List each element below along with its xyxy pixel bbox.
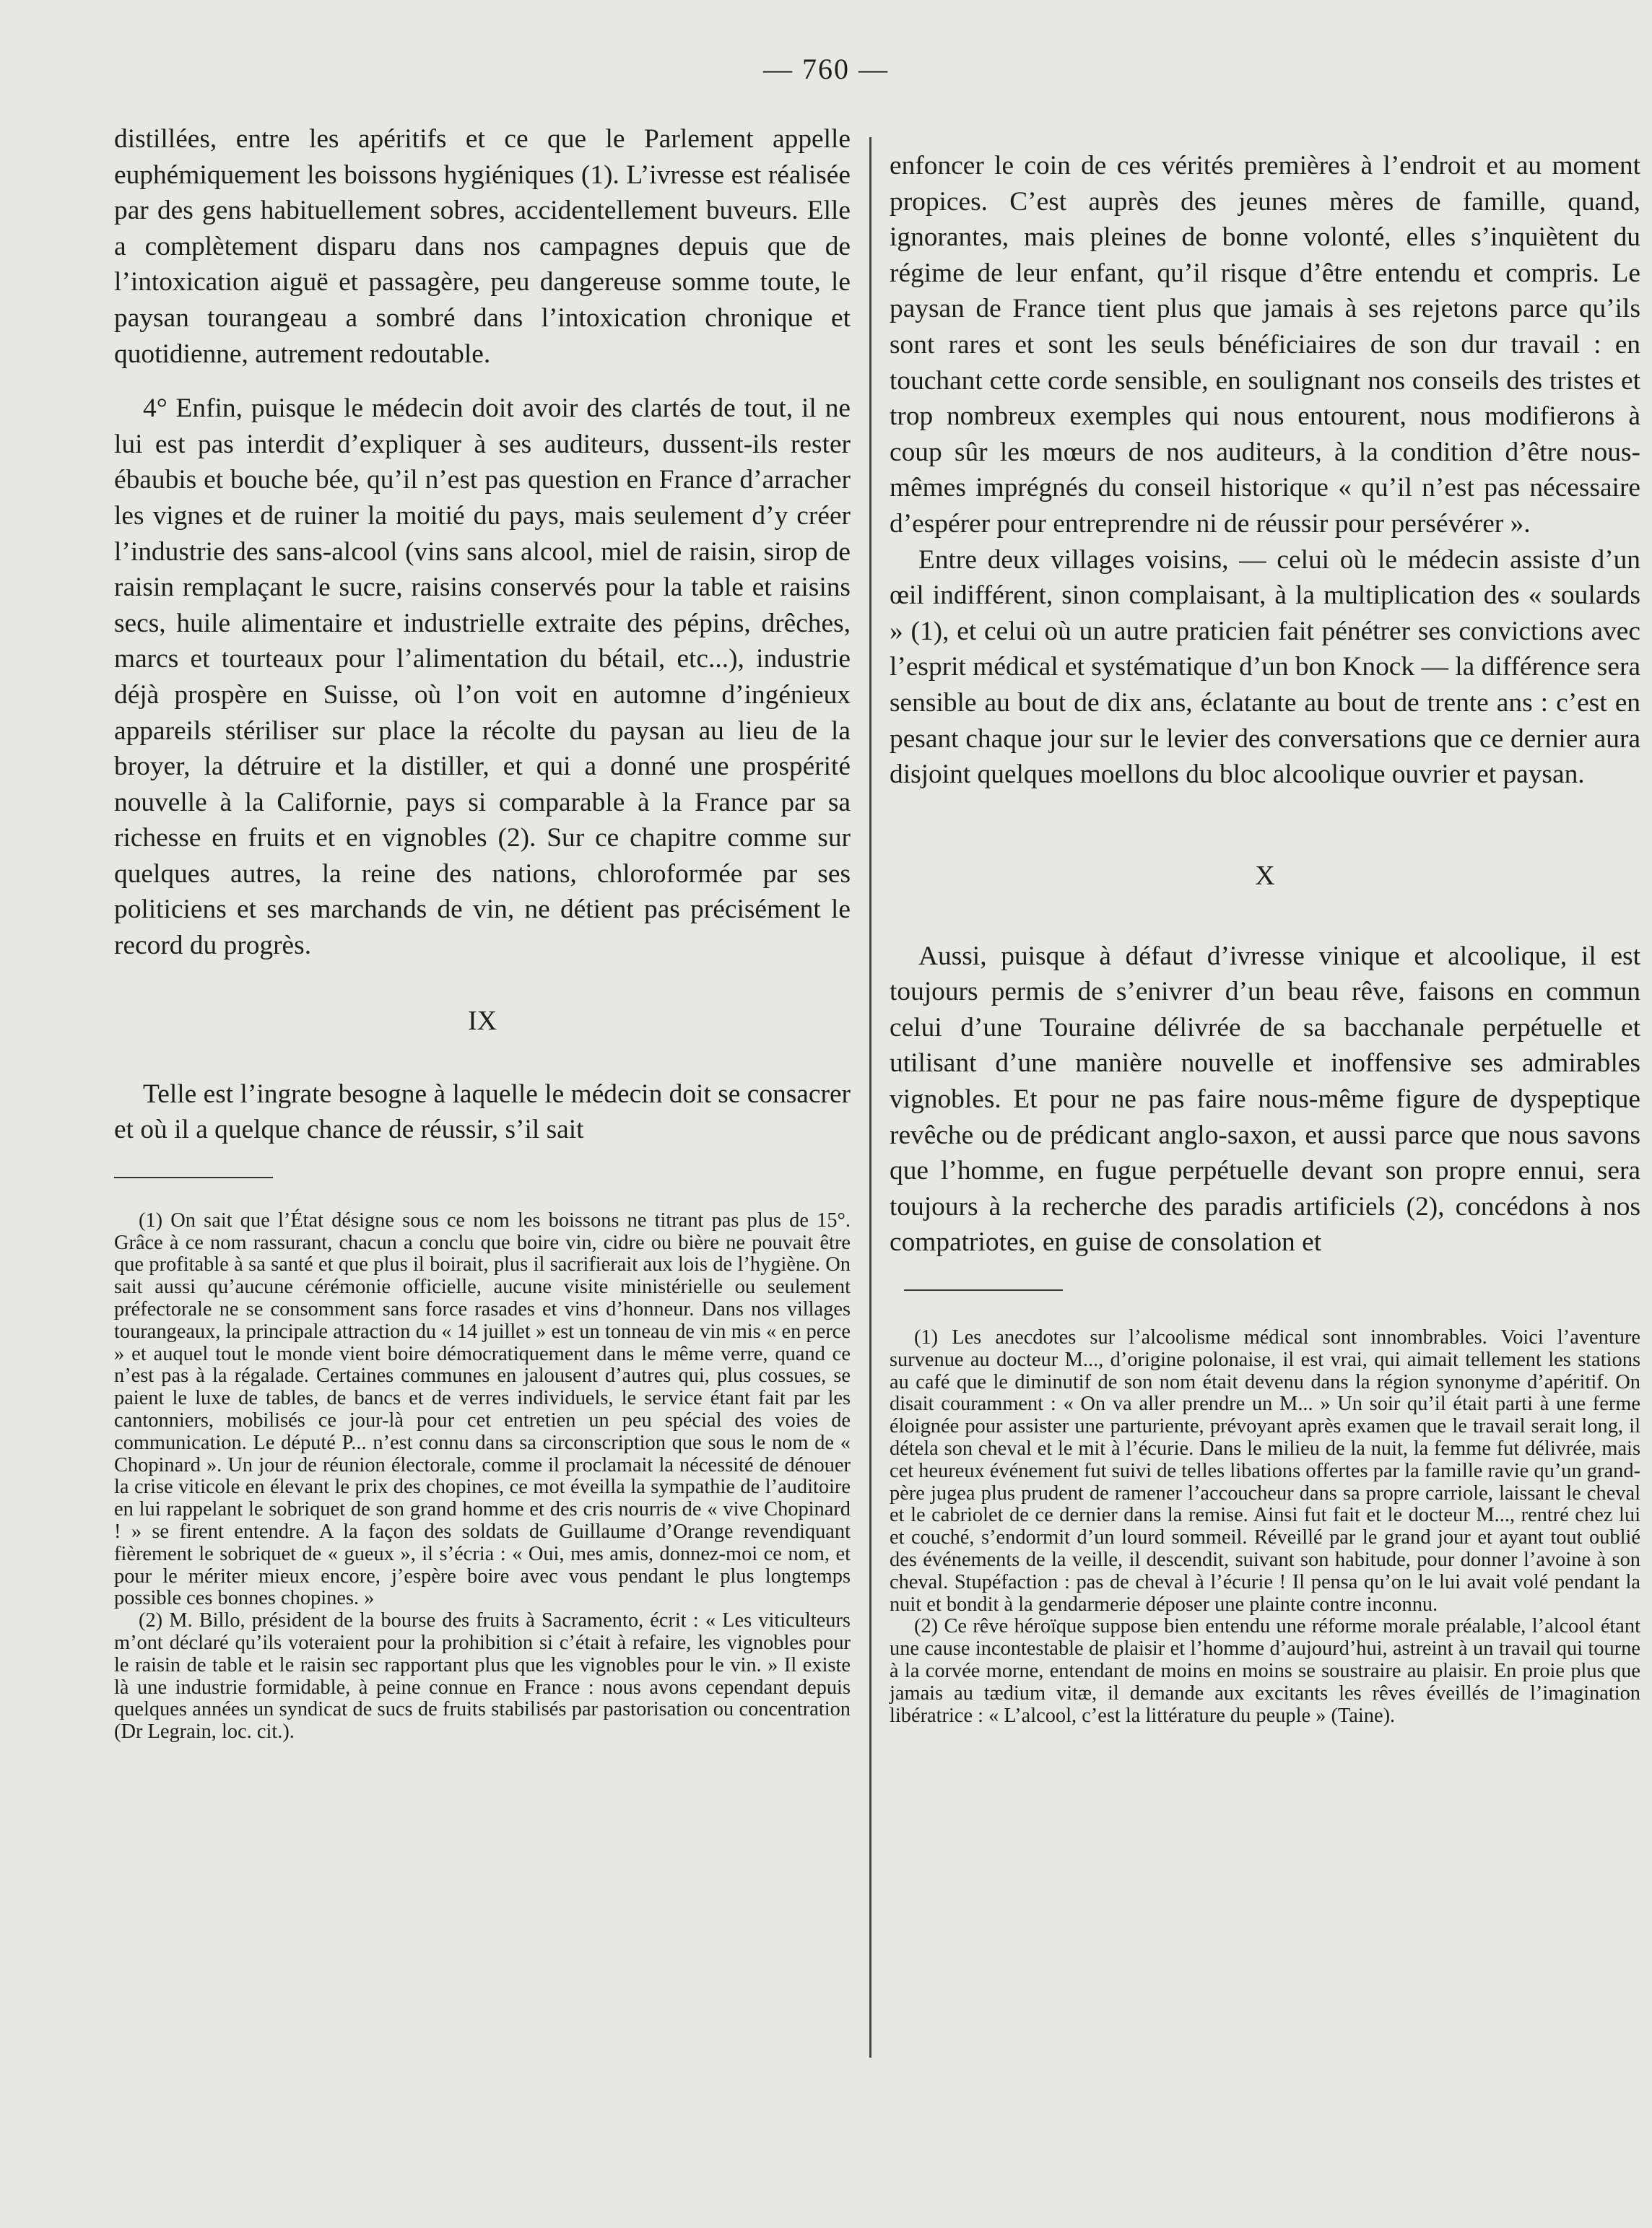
- left-footnote-2: (2) M. Billo, président de la bourse des fruits à Sacramento, écrit : « Les viticulteurs m’ont déclaré qu’ils voteraient pour la prohibition si c’était à refaire, les vignobles pour le raisin de table et le raisin sec rapportant plus que les vignobles pour le vin. » Il existe là une industrie formidable, à peine connue en France : nous avons cependant depuis quelques années un syndicat de sucs de fruits stabilisés par pastorisation ou concentration (Dr Legrain, loc. cit.).: [114, 1609, 851, 1744]
- left-footnote-1: (1) On sait que l’État désigne sous ce nom les boissons ne titrant pas plus de 15°. Grâce à ce nom rassurant, chacun a conclu que boire vin, cidre ou bière ne pouvait être que profitable à sa santé et que plus il boirait, plus il sacrifierait aux lois de l’hygiène. On sait aussi qu’aucune cérémonie officielle, aucune visite ministérielle ou seulement préfectorale ne se consomment sans force rasades et vins d’honneur. Dans nos villages tourangeaux, la principale attraction du « 14 juillet » est un tonneau de vin mis « en perce » et auquel tout le monde vient boire démocratiquement dans le même verre, quand ce n’est pas à la régalade. Certaines communes en jalousent d’autres qui, plus cossues, se paient le luxe de tables, de bancs et de verres individuels, le service étant fait par les cantonniers, mobilisés ce jour-là pour cet entretien un peu spécial des voies de communication. Le député P... n’est connu dans sa circonscription que sous le nom de « Chopinard ». Un jour de réunion électorale, comme il proclamait la nécessité de dénouer la crise viticole en élevant le prix des chopines, ce mot éveilla la sympathie de l’auditoire en lui rappelant le sobriquet de son grand homme et des cris nourris de « vive Chopinard ! » se firent entendre. A la façon des soldats de Guillaume d’Orange revendiquant fièrement le sobriquet de « gueux », il s’écria : « Oui, mes amis, donnez-moi ce nom, et pour le mériter mieux encore, j’espère boire avec vous pendant le plus longtemps possible ces bonnes chopines. »: [114, 1209, 851, 1610]
- right-footnote-1: (1) Les anecdotes sur l’alcoolisme médical sont innombrables. Voici l’aventure survenue au docteur M..., d’origine polonaise, il est vrai, qui aimait tellement les stations au café que le diminutif de son nom était devenu dans la région synonyme d’apéritif. On disait couramment : « On va aller prendre un M... » Un soir qu’il était parti à une ferme éloignée pour assister une parturiente, prévoyant après examen que le travail serait long, il dételа son cheval et le mit à l’écurie. Dans le milieu de la nuit, la femme fut délivrée, mais cet heureux événement fut suivi de telles libations offertes par la famille ravie qu’un grand-père jugea plus prudent de ramener l’accoucheur dans sa propre carriole, laissant le cheval et le cabriolet de ce dernier dans la remise. Ainsi fut fait et le docteur M..., rentré chez lui et couché, s’endormit d’un lourd sommeil. Réveillé par le grand jour et ayant tout oublié des événements de la veille, il descendit, suivant son habitude, pour donner l’avoine à son cheval. Stupéfaction : pas de cheval à l’écurie ! Il pensa qu’on le lui avait volé pendant la nuit et bondit à la gendarmerie déposer une plainte contre inconnu.: [890, 1326, 1640, 1616]
- page-number: — 760 —: [763, 53, 889, 85]
- section-heading-ix: IX: [467, 1005, 497, 1036]
- right-column: [890, 148, 1640, 1727]
- left-body: [114, 121, 851, 964]
- right-section-paragraph: Aussi, puisque à défaut d’ivresse vinique et alcoolique, il est toujours permis de s’enivrer d’un beau rêve, faisons en commun celui d’une Touraine délivrée de sa bacchanale perpétuelle et utilisant d’une manière nouvelle et inoffensive ses admirables vignobles. Et pour ne pas faire nous-même figure de dyspeptique revêche ou de prédicant anglo-saxon, et aussi parce que nous savons que l’homme, en fugue perpétuelle devant son propre ennui, sera toujours à la recherche des paradis artificiels (2), concédons à nos compatriotes, en guise de consolation et: [890, 941, 1640, 1258]
- section-heading-x: X: [1255, 860, 1275, 891]
- left-section-body: [114, 1076, 851, 1148]
- right-paragraph-2: Entre deux villages voisins, — celui où le médecin assiste d’un œil indifférent, sinon complaisant, à la multiplication des « soulards » (1), et celui où un autre praticien fait pénétrer ses convictions avec l’esprit médical et systématique d’un bon Knock — la différence sera sensible au bout de dix ans, éclatante au bout de trente ans : c’est en pesant chaque jour sur le levier des conversations que ce dernier aura disjoint quelques moellons du bloc alcoolique ouvrier et paysan.: [890, 544, 1640, 790]
- right-paragraph-1: enfoncer le coin de ces vérités premières à l’endroit et au moment propices. C’est auprès des jeunes mères de famille, quand, ignorantes, mais pleines de bonne volonté, elles s’inquiètent du régime de leur enfant, qu’il risque d’être entendu et compris. Le paysan de France tient plus que jamais à ses rejetons parce qu’ils sont rares et sont les seuls bénéficiaires de son dur travail : en touchant cette corde sensible, en soulignant nos conseils des tristes et trop nombreux exemples qui nous entourent, nous modifierons à coup sûr les mœurs de nos auditeurs, à la condition d’être nous-mêmes imprégnés du conseil historique « qu’il n’est pas nécessaire d’espérer pour entreprendre ni de réussir pour persévérer ».: [890, 151, 1640, 539]
- column-divider: [869, 137, 871, 2058]
- right-footnote-rule: [904, 1289, 1063, 1291]
- left-paragraph-1: distillées, entre les apéritifs et ce que le Parlement appelle euphémiquement les boissons hygiéniques (1). L’ivresse est réalisée par des gens habituellement sobres, accidentellement buveurs. Elle a complètement disparu dans nos campagnes depuis que de l’intoxication aiguë et passagère, peu dangereuse somme toute, le paysan tourangeau a sombré dans l’intoxication chronique et quotidienne, autrement redoutable.: [114, 124, 851, 369]
- right-section-body: [890, 939, 1640, 1261]
- left-paragraph-2: 4° Enfin, puisque le médecin doit avoir des clartés de tout, il ne lui est pas interdit d’expliquer à ses auditeurs, dussent-ils rester ébaubis et bouche bée, qu’il n’est pas question en France d’arracher les vignes et de ruiner la moitié du pays, mais seulement d’y créer l’industrie des sans-alcool (vins sans alcool, miel de raisin, sirop de raisin remplaçant le sucre, raisins conservés pour la table et raisins secs, huile alimentaire et industrielle extraite des pépins, drêches, marcs et tourteaux pour l’alimentation du bétail, etc...), industrie déjà prospère en Suisse, où l’on voit en automne d’ingénieux appareils stériliser sur place la récolte du paysan au lieu de la broyer, la détruire et la distiller, et qui a donné une prospérité nouvelle à la Californie, pays si comparable à la France par sa richesse en fruits et en vignobles (2). Sur ce chapitre comme sur quelques autres, la reine des nations, chloroformée par ses politiciens et ses marchands de vin, ne détient pas précisément le record du progrès.: [114, 393, 851, 961]
- right-footnote-2: (2) Ce rêve héroïque suppose bien entendu une réforme morale préalable, l’alcool étant une cause incontestable de plaisir et l’homme d’aujourd’hui, astreint à un travail qui tourne à la corvée morne, entendant de moins en moins se soustraire au plaisir. En proie plus que jamais au tædium vitæ, il demande aux excitants les rêves éveillés de l’imagination libératrice : « L’alcool, c’est la littérature du peuple » (Taine).: [890, 1615, 1640, 1727]
- right-body: [890, 148, 1640, 793]
- left-column: [114, 121, 851, 1744]
- left-footnote-rule: [114, 1177, 273, 1178]
- left-footnotes: [114, 1210, 851, 1744]
- left-section-paragraph: Telle est l’ingrate besogne à laquelle le médecin doit se consacrer et où il a quelque chance de réussir, s’il sait: [114, 1079, 851, 1145]
- right-footnotes: [890, 1327, 1640, 1727]
